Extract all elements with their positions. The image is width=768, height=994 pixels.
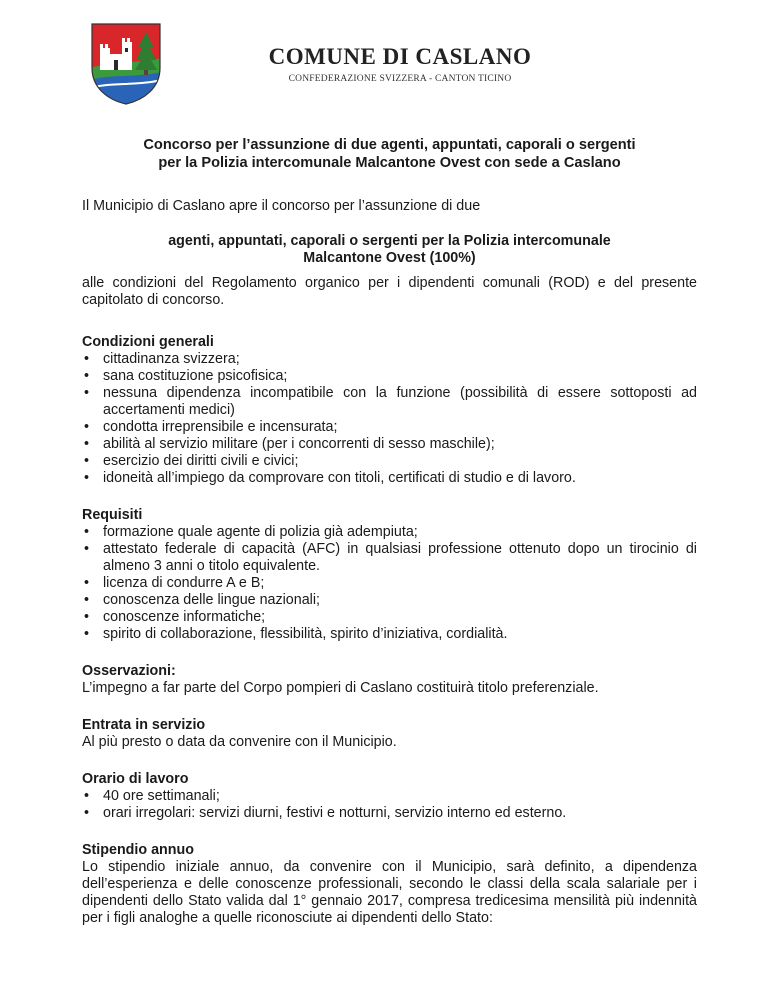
list-item: • idoneità all’impiego da comprovare con titoli, certificati di studio e di lavoro. (82, 470, 697, 487)
municipality-subtitle: CONFEDERAZIONE SVIZZERA - CANTON TICINO (288, 74, 512, 84)
section-text: Lo stipendio iniziale annuo, da convenire con il Municipio, sarà definito, a dipendenza dell’esperienza e delle conoscenze professionali, secondo le classi della scala salariale per i dipendenti dello Stato valida dal 1° gennaio 2017, compresa tredicesima mensilità più indennità per i figli analoghe a quelle riconosciute ai dipendenti dello Stato: (82, 859, 697, 926)
requisiti-list (82, 524, 697, 643)
section-entrata (82, 717, 697, 751)
coat-of-arms-icon (90, 22, 162, 106)
list-item: • conoscenza delle lingue nazionali; (82, 592, 697, 609)
section-text: Al più presto o data da convenire con il Municipio. (82, 734, 397, 750)
section-condizioni (82, 334, 697, 487)
notice-title-line: Concorso per l’assunzione di due agenti, appuntati, caporali o sergenti (143, 137, 636, 153)
section-heading: Entrata in servizio (82, 717, 206, 733)
section-heading: Stipendio annuo (82, 842, 194, 858)
document-body (82, 136, 697, 927)
list-item: • formazione quale agente di polizia già adempiuta; (82, 524, 697, 541)
list-item: • licenza di condurre A e B; (82, 575, 697, 592)
section-orario (82, 771, 697, 822)
list-item: • conoscenze informatiche; (82, 609, 697, 626)
list-item: • sana costituzione psicofisica; (82, 368, 697, 385)
list-item: • attestato federale di capacità (AFC) in qualsiasi professione ottenuto dopo un tirocinio di almeno 3 anni o titolo equivalente. (82, 541, 697, 575)
list-item: • abilità al servizio militare (per i concorrenti di sesso maschile); (82, 436, 697, 453)
section-heading: Condizioni generali (82, 334, 214, 350)
list-item: • spirito di collaborazione, flessibilità, spirito d’iniziativa, cordialità. (82, 626, 697, 643)
section-osservazioni (82, 663, 697, 697)
list-item: • esercizio dei diritti civili e civici; (82, 453, 697, 470)
list-item: • cittadinanza svizzera; (82, 351, 697, 368)
position-title (82, 233, 697, 267)
notice-title (82, 136, 697, 172)
intro-text: Il Municipio di Caslano apre il concorso per l’assunzione di due (82, 198, 481, 214)
conditions-text: alle condizioni del Regolamento organico per i dipendenti comunali (ROD) e del presente capitolato di concorso. (82, 275, 697, 308)
section-heading: Orario di lavoro (82, 771, 189, 787)
list-item: • 40 ore settimanali; (82, 788, 697, 805)
section-text: L’impegno a far parte del Corpo pompieri di Caslano costituirà titolo preferenziale. (82, 680, 599, 696)
municipality-title: COMUNE DI CASLANO (268, 44, 532, 69)
position-title-line: agenti, appuntati, caporali o sergenti per la Polizia intercomunale (168, 233, 611, 249)
notice-title-line: per la Polizia intercomunale Malcantone Ovest con sede a Caslano (158, 155, 621, 171)
condizioni-list (82, 351, 697, 487)
position-title-line: Malcantone Ovest (100%) (303, 250, 476, 266)
orario-list (82, 788, 697, 822)
list-item: • nessuna dipendenza incompatibile con la funzione (possibilità di essere sottoposti ad accertamenti medici) (82, 385, 697, 419)
list-item: • condotta irreprensibile e incensurata; (82, 419, 697, 436)
list-item: • orari irregolari: servizi diurni, festivi e notturni, servizio interno ed esterno. (82, 805, 697, 822)
section-heading: Osservazioni: (82, 663, 176, 679)
section-requisiti (82, 507, 697, 643)
section-stipendio (82, 842, 697, 927)
section-heading: Requisiti (82, 507, 143, 523)
